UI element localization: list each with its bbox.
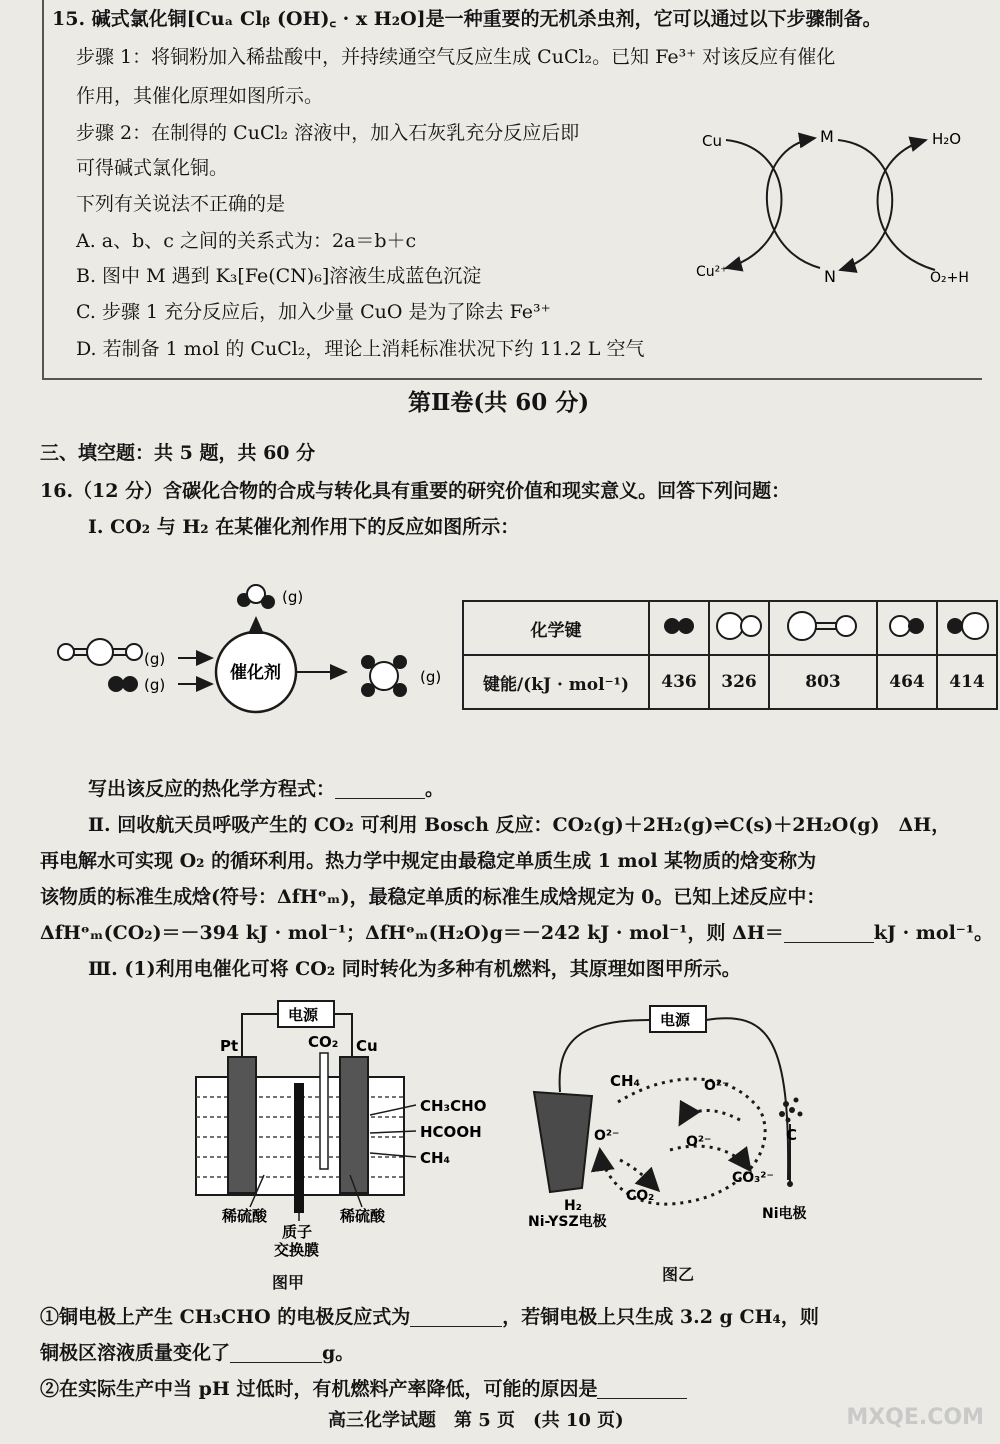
q15-step2-line1: 步骤 2：在制得的 CuCl₂ 溶液中，加入石灰乳充分反应后即 <box>76 122 580 144</box>
yi-co3-label: CO₃²⁻ <box>732 1170 774 1186</box>
product-ch3cho: CH₃CHO <box>420 1097 487 1115</box>
h2o-molecule <box>237 585 275 609</box>
table-row-energies <box>463 655 997 709</box>
q16-part2-line4 <box>40 920 993 946</box>
yi-o2-left: O²⁻ <box>594 1128 620 1144</box>
yi-ch4-label: CH₄ <box>610 1072 641 1090</box>
cycle-label-o2h: O₂+H <box>930 270 969 286</box>
arc-n-to-m <box>767 138 820 268</box>
q16-stem: 16.（12 分）含碳化合物的合成与转化具有重要的研究价值和现实意义。回答下列问题： <box>40 480 791 502</box>
q15-option-c: C. 步骤 1 充分反应后，加入少量 CuO 是为了除去 Fe³⁺ <box>76 301 551 323</box>
q16-sub1-line2 <box>40 1340 354 1366</box>
co2-molecule <box>58 639 142 665</box>
yi-h2-label: H₂ <box>564 1198 582 1214</box>
q15-option-b: B. 图中 M 遇到 K₃[Fe(CN)₆]溶液生成蓝色沉淀 <box>76 265 482 287</box>
answer-blank-delta-h[interactable] <box>784 922 874 943</box>
membrane-label-1: 质子 <box>282 1223 313 1241</box>
q16-sub2 <box>40 1376 687 1402</box>
h2-phase: (g) <box>144 676 166 694</box>
yi-o2-top: O²⁻ <box>704 1078 730 1094</box>
arc-m-to-n <box>838 140 892 270</box>
co2-inlet-label: CO₂ <box>308 1033 339 1051</box>
pt-label: Pt <box>220 1037 239 1055</box>
cycle-label-h2o: H₂O <box>932 130 962 148</box>
cycle-label-cu2: Cu²⁺ <box>696 264 728 280</box>
bond-energy-table <box>462 600 998 710</box>
co2-h2-reaction-diagram <box>50 578 460 728</box>
answer-blank-equation[interactable] <box>335 778 425 799</box>
page-footer: 高三化学试题 第 5 页 (共 10 页) <box>328 1410 624 1431</box>
catalytic-cycle-diagram <box>690 118 990 298</box>
q16-write-equation: 写出该反应的热化学方程式： 。 <box>88 778 445 800</box>
co2-phase: (g) <box>144 650 166 668</box>
bond-energy-o-h: 464 <box>877 655 937 709</box>
bond-energy-c-h: 414 <box>937 655 997 709</box>
q15-bottom-border <box>42 378 982 380</box>
sub1-text-a: ①铜电极上产生 CH₃CHO 的电极反应式为 <box>40 1306 411 1328</box>
right-electrolyte-label: 稀硫酸 <box>340 1207 386 1225</box>
cycle-label-n: N <box>824 267 836 286</box>
table-row-bonds <box>463 601 997 655</box>
bond-c-o <box>709 601 769 655</box>
table-header-bond: 化学键 <box>463 601 649 655</box>
bond-h-h <box>649 601 709 655</box>
part2-formula: ΔfHᶱₘ(CO₂)＝－394 kJ · mol⁻¹；ΔfHᶱₘ(H₂O)g＝－242 kJ · mol⁻¹，则 ΔH＝ <box>40 922 784 944</box>
sub1-text-c: 铜极区溶液质量变化了 <box>40 1342 231 1364</box>
yi-co2-label: CO₂ <box>626 1188 655 1204</box>
q15-step2-line2: 可得碱式氯化铜。 <box>76 157 229 179</box>
figure-yi-caption: 图乙 <box>662 1265 695 1284</box>
h2-molecule <box>108 676 138 692</box>
catalyst-label: 催化剂 <box>230 663 281 683</box>
q16-part1: Ⅰ. CO₂ 与 H₂ 在某催化剂作用下的反应如图所示： <box>88 516 520 538</box>
arc-o2-to-h2o <box>878 140 935 270</box>
figure-yi-molten-cell <box>520 1000 840 1230</box>
membrane-label-2: 交换膜 <box>274 1241 320 1259</box>
yi-ni-ysz-label: Ni-YSZ电极 <box>528 1214 607 1230</box>
yi-c-label: C <box>786 1126 798 1144</box>
co2-inlet-tube <box>320 1053 328 1169</box>
bond-energy-h-h: 436 <box>649 655 709 709</box>
answer-blank-electrode-equation[interactable] <box>410 1306 502 1327</box>
h2o-phase: (g) <box>282 588 304 606</box>
part2-title: 第Ⅱ卷(共 60 分) <box>408 389 590 416</box>
ch4-molecule <box>361 655 407 697</box>
answer-blank-reason[interactable] <box>597 1378 687 1399</box>
arc-cu-to-cu2 <box>726 140 782 268</box>
q15-option-d: D. 若制备 1 mol 的 CuCl₂，理论上消耗标准状况下约 11.2 L 空气 <box>76 338 645 360</box>
figure-jia-caption: 图甲 <box>272 1273 305 1292</box>
cu-electrode <box>340 1057 368 1193</box>
yi-o2-mid: O²⁻ <box>686 1134 712 1150</box>
bond-o-h <box>877 601 937 655</box>
q16-part2-line2: 再电解水可实现 O₂ 的循环利用。热力学中规定由最稳定单质生成 1 mol 某物质的焓变称为 <box>40 850 817 872</box>
q15-step1-line1: 步骤 1：将铜粉加入稀盐酸中，并持续通空气反应生成 CuCl₂。已知 Fe³⁺ 对该反应有催化 <box>76 46 836 68</box>
cycle-label-m: M <box>820 127 834 146</box>
yi-ni-label: Ni电极 <box>762 1206 807 1222</box>
bond-energy-c-double-o: 803 <box>769 655 877 709</box>
write-equation-text: 写出该反应的热化学方程式： <box>88 778 336 800</box>
q15-step1-line2: 作用，其催化原理如图所示。 <box>76 85 324 107</box>
bond-energy-c-o: 326 <box>709 655 769 709</box>
q15-stem: 15. 碱式氯化铜[Cuₐ Clᵦ (OH)꜀ · x H₂O]是一种重要的无机杀虫剂，它可以通过以下步骤制备。 <box>52 8 882 30</box>
pt-electrode <box>228 1057 256 1193</box>
cycle-label-cu: Cu <box>702 132 722 150</box>
product-hcooh: HCOOH <box>420 1123 482 1141</box>
carbon-deposit <box>779 1098 803 1123</box>
q15-ask: 下列有关说法不正确的是 <box>76 193 286 215</box>
bond-c-h <box>937 601 997 655</box>
watermark: MXQE.COM <box>846 1405 984 1430</box>
power-label-jia: 电源 <box>288 1006 319 1024</box>
sub2-text: ②在实际生产中当 pH 过低时，有机燃料产率降低，可能的原因是 <box>40 1378 598 1400</box>
q16-part2-line3: 该物质的标准生成焓(符号：ΔfHᶱₘ)，最稳定单质的标准生成焓规定为 0。已知上述反应中： <box>40 886 826 908</box>
q16-part3: Ⅲ. (1)利用电催化可将 CO₂ 同时转化为多种有机燃料，其原理如图甲所示。 <box>88 958 741 980</box>
bond-c-double-o <box>769 601 877 655</box>
figure-jia-electrolysis-cell <box>180 995 510 1265</box>
left-electrolyte-label: 稀硫酸 <box>222 1207 268 1225</box>
product-ch4: CH₄ <box>420 1149 451 1167</box>
table-row-label: 键能/(kJ · mol⁻¹) <box>463 655 649 709</box>
q15-option-a: A. a、b、c 之间的关系式为：2a＝b＋c <box>76 230 417 252</box>
ch4-phase: (g) <box>420 668 442 686</box>
q16-part2-line1: Ⅱ. 回收航天员呼吸产生的 CO₂ 可利用 Bosch 反应：CO₂(g)＋2H₂(g)⇌C(s)＋2H₂O(g) ΔH， <box>88 814 951 836</box>
ni-ysz-electrode <box>534 1092 592 1192</box>
power-label-yi: 电源 <box>660 1011 691 1029</box>
q16-sub1-line1 <box>40 1304 819 1330</box>
sub1-text-d: g。 <box>322 1342 355 1364</box>
section-title: 三、填空题：共 5 题，共 60 分 <box>40 442 316 464</box>
answer-blank-mass-change[interactable] <box>230 1342 322 1363</box>
part2-unit: kJ · mol⁻¹。 <box>873 922 994 944</box>
q15-left-border <box>42 0 44 380</box>
proton-exchange-membrane <box>294 1083 304 1213</box>
sub1-text-b: ，若铜电极上只生成 3.2 g CH₄，则 <box>502 1306 819 1328</box>
cu-label: Cu <box>356 1037 378 1055</box>
